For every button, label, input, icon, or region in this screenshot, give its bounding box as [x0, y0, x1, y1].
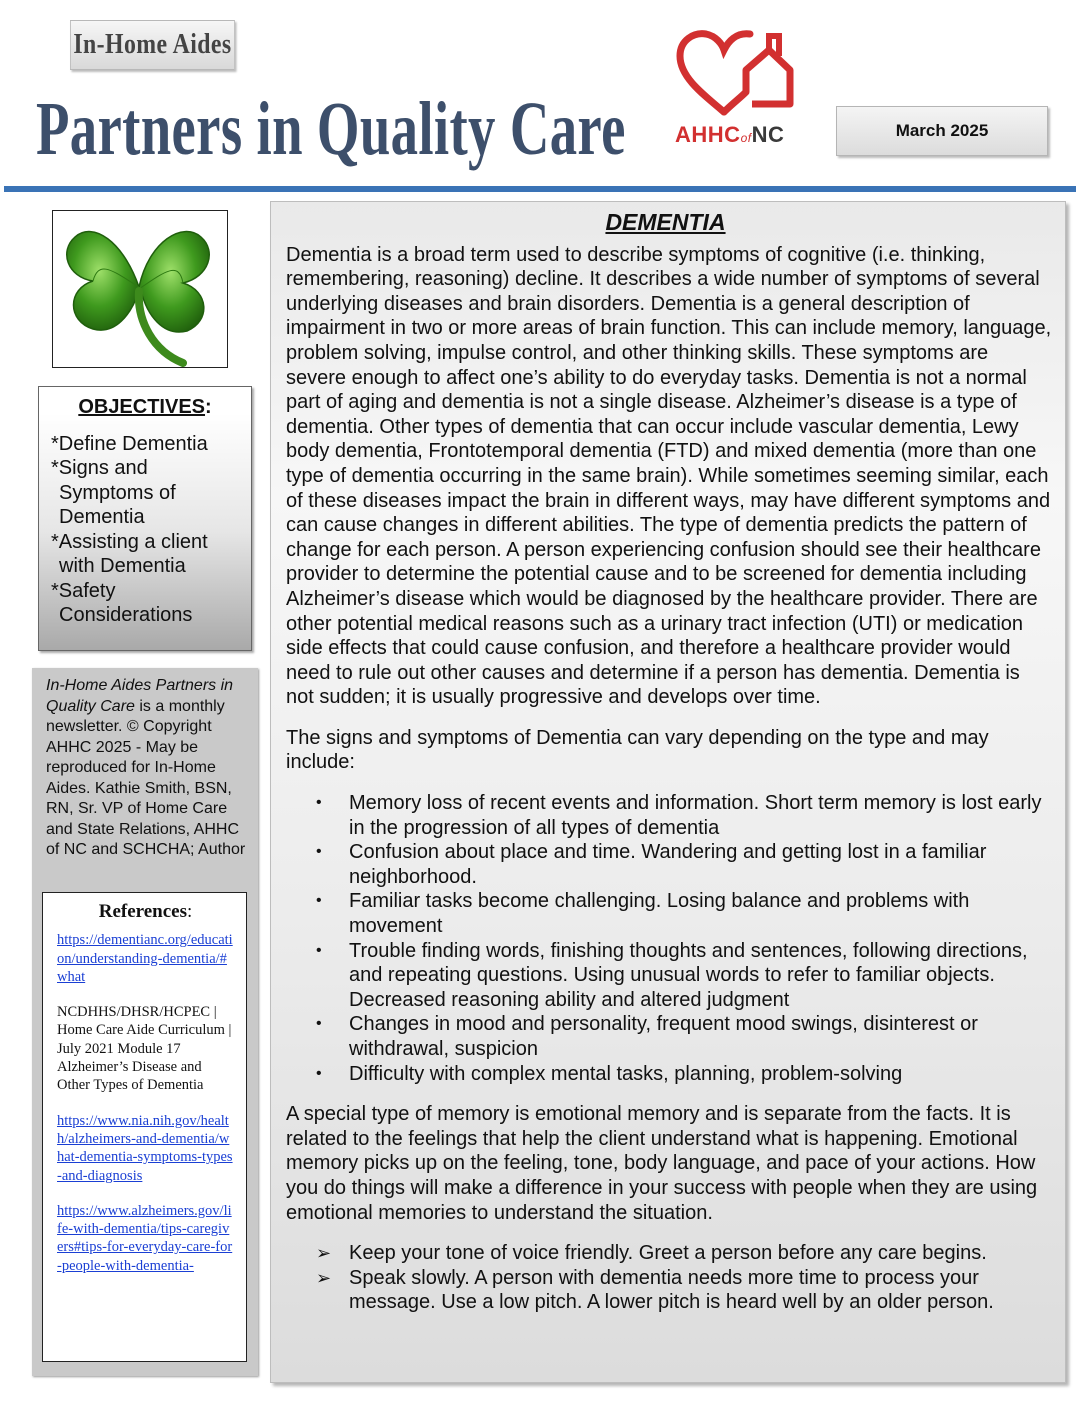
article-title: DEMENTIA [605, 209, 726, 235]
bullet-icon: • [316, 941, 322, 959]
logo-text: AHHCofNC [675, 122, 785, 147]
objective-item: *Define Dementia [51, 432, 208, 455]
ahhc-logo [672, 26, 802, 148]
references-title: References: [98, 901, 193, 922]
page-title: Partners in Quality Care [36, 87, 626, 171]
objectives-list [51, 432, 251, 628]
objective-item: *Signs and Symptoms of Dementia [51, 457, 176, 528]
objectives-title: OBJECTIVES: [78, 396, 212, 418]
symptom-item: • Confusion about place and time. Wandering and getting lost in a familiar neighborhood. [316, 841, 987, 888]
tip-item: ➢ Keep your tone of voice friendly. Greet a person before any care begins. [316, 1242, 987, 1265]
objective-item: *Safety Considerations [51, 579, 193, 626]
issue-date: March 2025 [836, 106, 1048, 156]
reference-item[interactable] [57, 1202, 234, 1275]
reference-item: NCDHHS/DHSR/HCPEC | Home Care Aide Curriculum | July 2021 Module 17 Alzheimer’s Disease and Other Types of Dementia [57, 1004, 232, 1094]
article-paragraph: The signs and symptoms of Dementia can vary depending on the type and may include: [286, 726, 989, 774]
bullet-icon: • [316, 794, 322, 812]
dementia-article [270, 201, 1066, 1383]
objective-item: *Assisting a client with Dementia [51, 530, 208, 577]
symptom-item: • Changes in mood and personality, frequent mood swings, disinterest or withdrawal, suspicion [316, 1013, 978, 1060]
bullet-icon: • [316, 1015, 322, 1033]
symptoms-list [286, 791, 1053, 1086]
heart-house-icon [672, 26, 802, 122]
header-divider [4, 186, 1076, 192]
clover-image-frame [52, 210, 228, 368]
newsletter-tag: In-Home Aides [70, 20, 235, 70]
bullet-icon: • [316, 843, 322, 861]
symptom-item: • Difficulty with complex mental tasks, planning, problem-solving [316, 1062, 903, 1085]
four-leaf-clover-icon [53, 211, 227, 367]
arrow-bullet-icon: ➢ [316, 1267, 332, 1288]
objectives-box [38, 386, 252, 651]
article-paragraph: A special type of memory is emotional memory and is separate from the facts. It is related to the feelings that help the client understand what is happening. Emotional memory picks up on the feeling, tone, body language, and pace of your actions. How you do things will make a difference in your success with people when they are using emotional memories to understand the situation. [286, 1103, 1038, 1224]
arrow-bullet-icon: ➢ [316, 1243, 332, 1264]
reference-link[interactable]: https://www.nia.nih.gov/health/alzheimers-and-dementia/what-dementia-symptoms-types-and-diagnosis [57, 1112, 233, 1184]
article-paragraph: Dementia is a broad term used to describe symptoms of cognitive (i.e. thinking, remembering, reasoning) decline. It describes a wide number of symptoms of several underlying diseases and brain disorders. Dementia is a general description of impairment in two or more areas of brain function. This can include memory, language, problem solving, impulse control, and other thinking skills. These symptoms are severe enough to affect one’s ability to do everyday tasks. Dementia is not a normal part of aging and dementia is not a single disease. Alzheimer’s disease is a type of dementia. Other types of dementia that can occur include vascular dementia, Lewy body dementia, Frontotemporal dementia (FTD) and mixed dementia (more than one type of dementia occurring in the same brain). While sometimes seeming similar, each of these diseases impact the brain in different ways, may have different symptoms and can cause changes in different abilities. The type of dementia predicts the pattern of change for each person. A person experiencing confusion should see their healthcare provider to determine the potential cause and to be screened for dementia including Alzheimer’s disease which would be diagnosed by the healthcare provider. There are other potential medical reasons such as a urinary tract infection (UTI) or medication side effects that could cause confusion, and therefore a healthcare provider would need to rule out other causes and determine if a person has dementia. Dementia is not sudden; it is usually progressive and develops over time. [286, 243, 1052, 709]
newsletter-description: In-Home Aides Partners in Quality Care is a monthly newsletter. © Copyright AHHC 2025 - May be reproduced for In-Home Aides. Kathie Smith, BSN, RN, Sr. VP of Home Care and State Relations, AHHC of NC and SCHCHA; Author [46, 677, 246, 858]
reference-item[interactable] [57, 931, 234, 986]
symptom-item: • Familiar tasks become challenging. Losing balance and problems with movement [316, 890, 970, 938]
bullet-icon: • [316, 1064, 322, 1082]
references-box [42, 892, 247, 1362]
tips-list [286, 1241, 1053, 1315]
tip-item: ➢ Speak slowly. A person with dementia needs more time to process your message. Use a low pitch. A lower pitch is heard well by an older person. [316, 1266, 994, 1314]
symptom-item: • Trouble finding words, finishing thoughts and sentences, following directions, and repeating questions. Using unusual words to refer to familiar objects. Decreased reasoning ability and altered judgment [316, 939, 1028, 1011]
reference-link[interactable]: https://dementianc.org/education/understanding-dementia/#what [57, 932, 233, 985]
symptom-item: • Memory loss of recent events and information. Short term memory is lost early in the progression of all types of dementia [316, 792, 1042, 839]
reference-link[interactable]: https://www.alzheimers.gov/life-with-dementia/tips-caregivers#tips-for-everyday-care-for-people-with-dementia- [57, 1202, 233, 1274]
newsletter-info-box [32, 668, 258, 1376]
bullet-icon: • [316, 892, 322, 910]
reference-item[interactable] [57, 1112, 234, 1185]
